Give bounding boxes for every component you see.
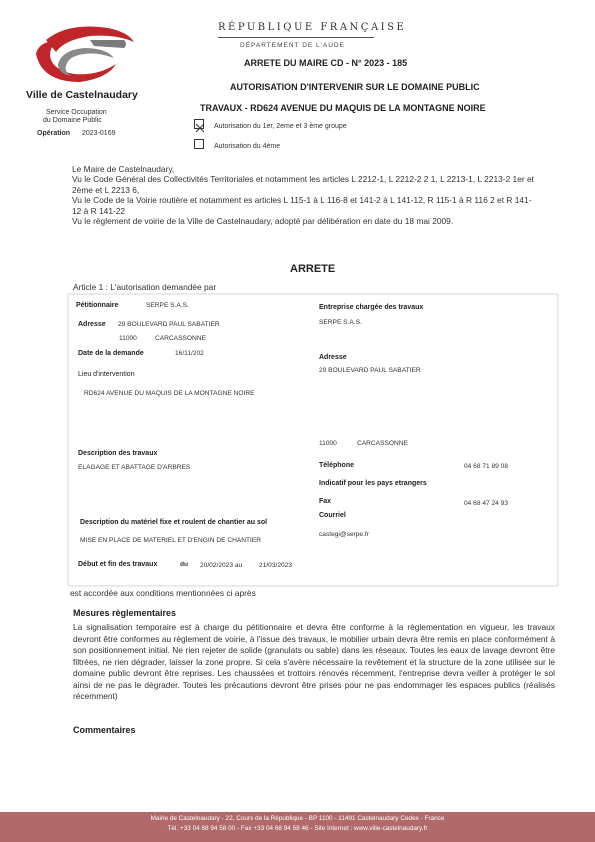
republique-francaise: RÉPUBLIQUE FRANÇAISE [218,22,407,33]
telephone-value: 04 68 71 89 08 [464,463,508,470]
option1-checkbox[interactable] [194,119,204,129]
intro-line-1: Le Maire de Castelnaudary, [72,164,175,174]
indicatif-label: Indicatif pour les pays etrangers [319,480,427,487]
departement: DÉPARTEMENT DE L'AUDE [240,42,345,49]
entreprise-ville: CARCASSONNE [357,440,408,447]
intro-block [72,164,534,226]
accordee-text: est accordée aux conditions mentionnées ci après [70,588,256,598]
check-x-icon [195,123,205,133]
petitionnaire-label: Pétitionnaire [76,302,119,309]
fax-value: 04 68 47 24 93 [464,500,508,507]
materiel-label: Description du matériel fixe et roulent de chantier au sol [80,519,268,526]
debut-fin-label: Début et fin des travaux [78,561,158,568]
courriel-value: castegi@serpe.fr [319,531,369,538]
intro-line-4: Vu le règlement de voirie de la Ville de Castelnaudary, adopté par délibération en date du 18 mai 2009. [72,216,454,227]
footer-line-2: Tél. +33 04 68 94 58 00 - Fax +33 04 68 94 58 46 - Site Internet : www.ville-castelnaudary.fr [167,825,428,832]
courriel-label: Courriel [319,512,346,519]
adresse-line-1: 29 BOULEVARD PAUL SABATIER [118,321,220,328]
date-demande-label: Date de la demande [78,350,144,357]
description-label: Description des travaux [78,450,158,457]
entreprise-cp: 11000 [319,440,337,447]
lieu-label: Lieu d'intervention [78,371,135,378]
service-line-2: du Domaine Public [43,117,102,124]
city-logo [28,20,136,88]
adresse-label: Adresse [78,321,106,328]
intro-line-2: Vu le Code Général des Collectivités Territoriales et notamment les articles L 2212-1, L 2212-2 2 1, L 2213-1, L 2213-2 1er et 2ème et L 2213 6, [72,174,534,195]
du-label: du [180,561,189,568]
service-line-1: Service Occupation [46,109,107,116]
intro-line-3: Vu le Code de la Voirie routière et notamment es articles L 115-1 à L 116-8 et 141-2 à L 141-12, R 115-1 à R 116 2 et R 141-12 à R 141-22 [72,195,532,216]
operation-label: Opération [37,130,71,137]
fin-value: 21/03/2023 [259,562,293,569]
description-value: ELAGAGE ET ABATTAGE D'ARBRES [78,464,191,471]
date-demande-value: 16/11/202 [175,350,204,357]
footer-line-1: Mairie de Castelnaudary - 22, Cours de la République - BP 1100 - 11491 Castelnaudary Cedex - France [150,815,445,822]
header-rule [218,37,374,38]
lieu-value: RD624 AVENUE DU MAQUIS DE LA MONTAGNE NOIRE [84,390,255,397]
travaux-title: TRAVAUX - RD624 AVENUE DU MAQUIS DE LA MONTAGNE NOIRE [200,103,486,113]
adresse-cp: 11000 [119,335,137,342]
entreprise-adresse-label: Adresse [319,354,347,361]
fax-label: Fax [319,498,332,505]
arrete-heading: ARRETE [290,263,336,275]
article-1: Article 1 : L'autorisation demandée par [73,282,217,292]
entreprise-adresse-value: 29 BOULEVARD PAUL SABATIER [319,367,421,374]
mesures-text: La signalisation temporaire est à charge du pétitionnaire et devra être conforme à la règlementation en vigueur, les travaux devront être conformes au règlement de voirie, à l'issue des travaux, le mobilier urbain devra être remis en place conformément à son positionnement initial. Ne rien rejeter de solide (granulats ou sable) dans les réseaux. Toutes les eaux de lavage devront être filtrées, ne rien dégrader, laisser la zone propre. Si cela s'avère nécessaire la revêtement et la structure de la zone utilisée sur le domaine public devront être reprises. Les chaussées et trottoirs rénovés récemment, l'entreprise devra veiller à protéger le sol ainsi de ne pas le dégrader. Toutes les précautions devront être prises pour ne pas endommager les espaces publics (réalisés récemment) [73,622,555,701]
option1-label: Autorisation du 1er, 2eme et 3 ème groupe [214,123,347,130]
arrete-title: ARRETE DU MAIRE CD - N° 2023 - 185 [244,58,408,68]
petitionnaire-value: SERPE S.A.S. [146,302,189,309]
mesures-heading: Mesures règlementaires [73,608,177,618]
entreprise-label: Entreprise chargée des travaux [319,304,424,311]
materiel-value: MISE EN PLACE DE MATERIEL ET D'ENGIN DE CHANTIER [80,537,262,544]
operation-value: 2023-0169 [82,130,116,137]
telephone-label: Téléphone [319,462,355,469]
option2-label: Autorisation du 4ème [214,143,281,150]
autorisation-title: AUTORISATION D'INTERVENIR SUR LE DOMAINE PUBLIC [230,82,480,92]
option2-checkbox[interactable] [194,139,204,149]
entreprise-value: SERPE S.A.S. [319,319,362,326]
logo-caption: Ville de Castelnaudary [26,89,138,101]
commentaires-heading: Commentaires [73,725,136,735]
adresse-ville: CARCASSONNE [155,335,206,342]
debut-value: 20/02/2023 au [200,562,243,569]
